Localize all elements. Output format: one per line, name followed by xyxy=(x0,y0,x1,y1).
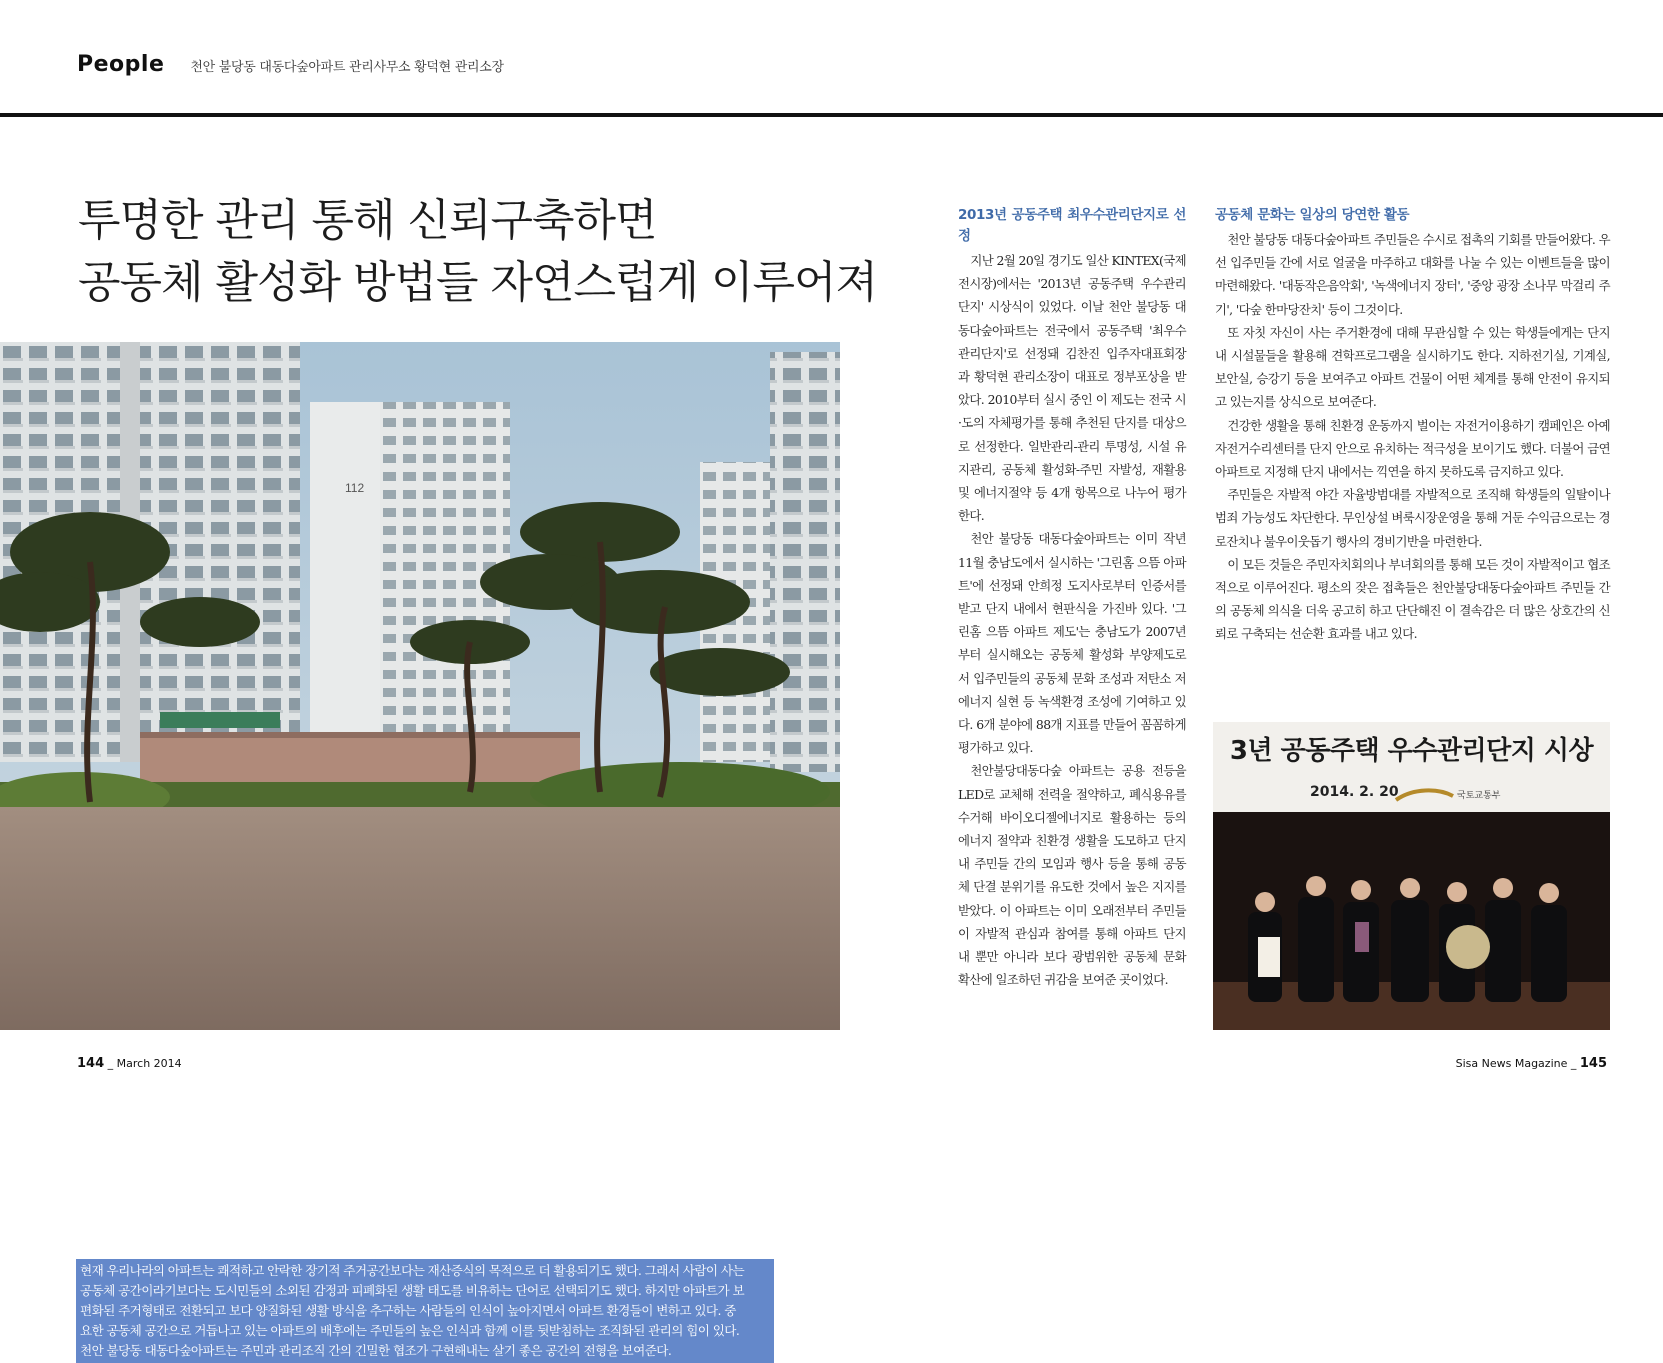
footer-right xyxy=(1456,1056,1607,1071)
column-2-paragraph: 이 모든 것들은 주민자치회의나 부녀회의를 통해 모든 것이 자발적이고 협조적으로 이루어진다. 평소의 잦은 접촉들은 천안불당대동다숲아파트 주민들 간의 공동체 의식을 더욱 공고히 하고 단단해진 이 결속감은 더 많은 상호간의 신뢰로 구축되는 선순환 효과를 내고 있다. xyxy=(1215,556,1610,642)
column-2-paragraph: 천안 불당동 대동다숲아파트 주민들은 수시로 접촉의 기회를 만들어왔다. 우선 입주민들 간에 서로 얼굴을 마주하고 대화를 나눌 수 있는 이벤트들을 많이 마련해왔다. '대동작은음악회', '녹색에너지 장터', '중앙 광장 소나무 막걸리 주기', '다숲 한마당잔치' 등이 그것이다. xyxy=(1215,232,1610,317)
apartment-photo-illustration xyxy=(0,342,840,1030)
column-1-paragraph: 지난 2월 20일 경기도 일산 KINTEX(국제전시장)에서는 '2013년 공동주택 우수관리단지' 시상식이 있었다. 이날 천안 불당동 대동다숲아파트는 전국에서 공동주택 '최우수관리단지'로 선정돼 김찬진 입주자대표회장과 황덕현 관리소장이 대표로 정부포상을 받았다. 2010부터 실시 중인 이 제도는 전국 시·도의 자체평가를 통해 추천된 단지를 대상으로 선정한다. 일반관리-관리 투명성, 시설 유지관리, 공동체 활성화-주민 자발성, 재활용 및 에너지절약 등 4개 항목으로 나누어 평가한다. xyxy=(958,253,1186,524)
column-1-paragraph: 천안불당대동다숲 아파트는 공용 전등을 LED로 교체해 전력을 절약하고, 폐식용유를 수거해 바이오디젤에너지로 활용하는 등의 에너지 절약과 친환경 생활을 도모하고 단지 내 주민들 간의 모임과 행사 등을 통해 공동체 단결 분위기를 유도한 것에서 높은 지지를 받았다. 이 아파트는 이미 오래전부터 주민들이 자발적 관심과 참여를 통해 아파트 단지 내 뿐만 아니라 보다 광범위한 공동체 문화 확산에 일조하던 귀감을 보여준 곳이었다. xyxy=(958,763,1186,988)
award-ceremony-photo xyxy=(1213,722,1610,1030)
caption-line-2: 공동체 공간이라기보다는 도시민들의 소외된 감정과 피폐화된 생활 태도를 비유하는 단어로 선택되기도 했다. 하지만 아파트가 보 xyxy=(80,1283,745,1298)
header-rule xyxy=(0,113,1663,117)
article-headline xyxy=(78,190,878,314)
caption-line-3: 편화된 주거형태로 전환되고 보다 양질화된 생활 방식을 추구하는 사람들의 인식이 높아지면서 아파트 환경들이 변하고 있다. 중 xyxy=(80,1303,736,1318)
ceremony-illustration xyxy=(1213,722,1610,1030)
caption-line-1: 현재 우리나라의 아파트는 쾌적하고 안락한 장기적 주거공간보다는 재산증식의 목적으로 더 활용되기도 했다. 그래서 사람이 사는 xyxy=(80,1263,745,1278)
column-2-subheading: 공동체 문화는 일상의 당연한 활동 xyxy=(1215,207,1410,223)
footer-magazine: Sisa News Magazine _ xyxy=(1455,1057,1577,1070)
page-number-left: 144 xyxy=(77,1056,105,1071)
column-2-paragraph: 또 자칫 자신이 사는 주거환경에 대해 무관심할 수 있는 학생들에게는 단지 내 시설물들을 활용해 견학프로그램을 실시하기도 한다. 지하전기실, 기계실, 보안실, 승강기 등을 보여주고 아파트 건물이 어떤 체계를 통해 안전이 유지되고 있는지를 상식으로 보여준다. xyxy=(1215,324,1610,410)
column-1-subheading: 2013년 공동주택 최우수관리단지로 선정 xyxy=(958,207,1186,244)
page-number-right: 145 xyxy=(1579,1056,1607,1071)
footer-issue: _ March 2014 xyxy=(107,1057,182,1070)
column-2-paragraph: 주민들은 자발적 야간 자율방범대를 자발적으로 조직해 학생들의 일탈이나 범죄 가능성도 차단한다. 무인상설 벼룩시장운영을 통해 거둔 수익금으로는 경로잔치나 불우이웃돕기 행사의 경비기반을 마련한다. xyxy=(1215,487,1610,549)
page-header xyxy=(77,52,504,84)
article-column-2 xyxy=(1215,205,1610,646)
caption-line-5: 천안 불당동 대동다숲아파트는 주민과 관리조직 간의 긴밀한 협조가 구현해내는 살기 좋은 공간의 전형을 보여준다. xyxy=(80,1343,672,1358)
column-1-paragraph: 천안 불당동 대동다숲아파트는 이미 작년 11월 충남도에서 실시하는 '그린홈 으뜸 아파트'에 선정돼 안희정 도지사로부터 인증서를 받고 단지 내에서 현판식을 가진바 있다. '그린홈 으뜸 아파트 제도'는 충남도가 2007년부터 실시해오는 공동체 활성화 부양제도로서 입주민들의 공동체 문화 조성과 저탄소 저에너지 실현 등 녹색환경 조성에 기여하고 있다. 6개 분야에 88개 지표를 만들어 꼼꼼하게 평가하고 있다. xyxy=(958,531,1186,756)
article-column-1 xyxy=(958,205,1186,992)
footer-left xyxy=(77,1056,182,1071)
building-number-label: 112 xyxy=(345,481,365,495)
column-2-paragraph: 건강한 생활을 통해 친환경 운동까지 벌이는 자전거이용하기 캠페인은 아예 자전거수리센터를 단지 안으로 유치하는 적극성을 보이기도 했다. 더불어 금연아파트로 지정해 단지 내에서는 끽연을 하지 못하도록 금지하고 있다. xyxy=(1215,417,1610,480)
ceremony-banner-org: 국토교통부 xyxy=(1457,791,1501,801)
header-subtitle: 천안 불당동 대동다숲아파트 관리사무소 황덕현 관리소장 xyxy=(190,60,504,75)
ceremony-banner-date: 2014. 2. 20 xyxy=(1310,784,1399,800)
photo-caption xyxy=(76,1259,774,1363)
caption-line-4: 요한 공동체 공간으로 거듭나고 있는 아파트의 배후에는 주민들의 높은 인식과 함께 이를 뒷받침하는 조직화된 관리의 힘이 있다. xyxy=(80,1323,740,1338)
headline-line-2: 공동체 활성화 방법들 자연스럽게 이루어져 xyxy=(78,257,878,308)
headline-line-1: 투명한 관리 통해 신뢰구축하면 xyxy=(78,195,657,246)
section-label: People xyxy=(77,52,165,77)
ceremony-banner-text: 3년 공동주택 우수관리단지 시상 xyxy=(1229,736,1594,766)
